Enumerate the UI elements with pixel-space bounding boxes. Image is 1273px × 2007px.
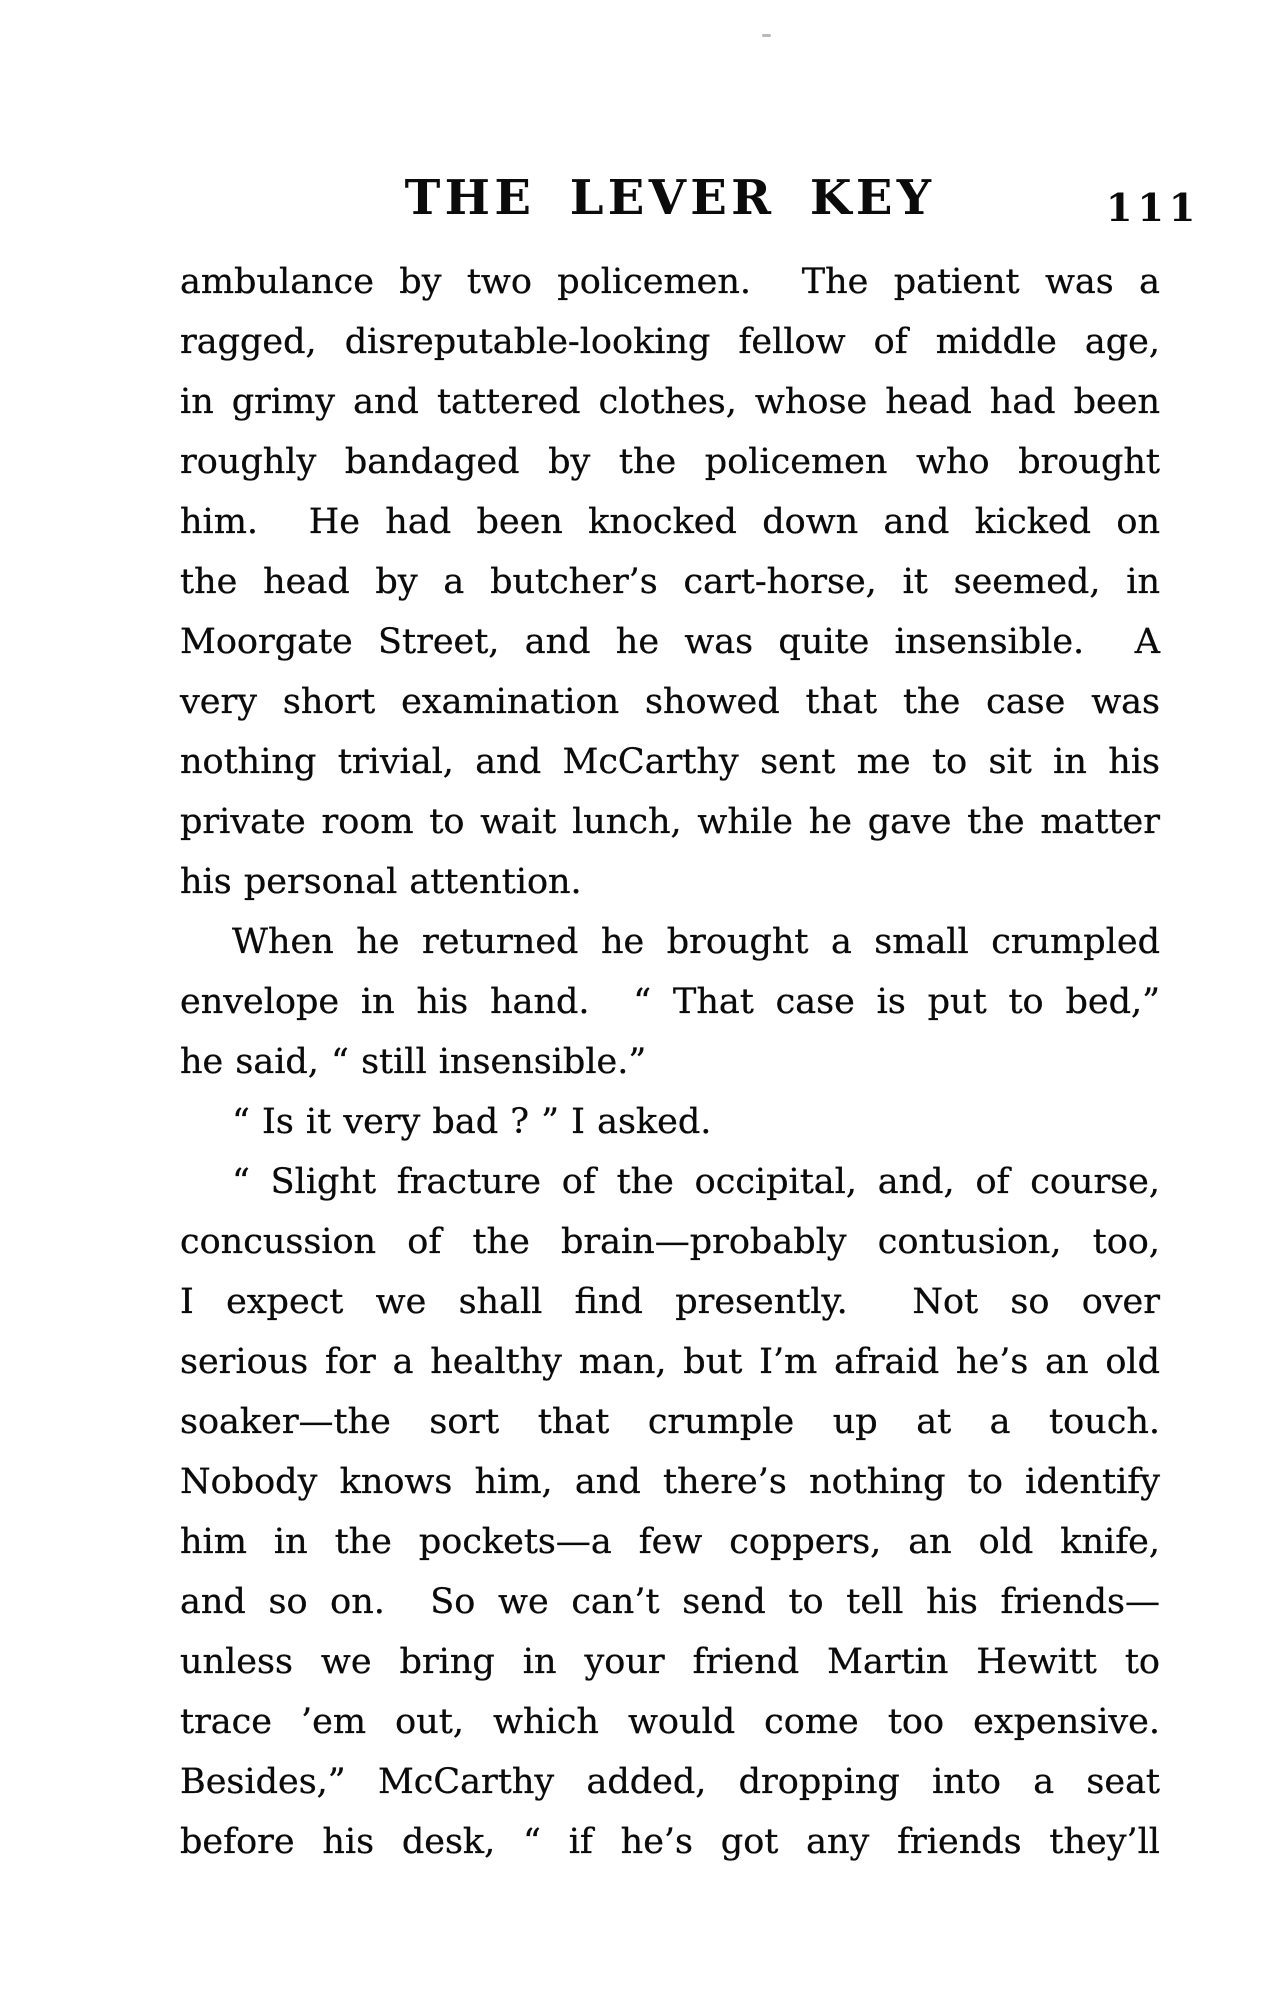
text-line: his personal attention. [180,862,582,902]
text-line: the head by a butcher’s cart-horse, it seemed, in [180,562,1160,602]
text-line: him. He had been knocked down and kicked on [180,502,1160,542]
text-line: I expect we shall find presently. Not so over [180,1282,1160,1322]
text-line: trace ’em out, which would come too expensive. [180,1702,1160,1742]
text-line: serious for a healthy man, but I’m afraid he’s an old [180,1342,1160,1382]
text-line: Nobody knows him, and there’s nothing to identify [180,1462,1160,1502]
paragraph [180,1092,1160,1152]
text-line: private room to wait lunch, while he gave the matter [180,802,1160,842]
text-line: before his desk, “ if he’s got any friends they’ll [180,1822,1160,1862]
text-line: and so on. So we can’t send to tell his friends— [180,1582,1160,1622]
text-line: unless we bring in your friend Martin Hewitt to [180,1642,1160,1682]
text-line: ambulance by two policemen. The patient was a [180,262,1160,302]
text-line: soaker—the sort that crumple up at a touch. [180,1402,1160,1442]
running-title: THE LEVER KEY [404,170,936,226]
text-line: nothing trivial, and McCarthy sent me to sit in his [180,742,1160,782]
text-line: Moorgate Street, and he was quite insensible. A [180,622,1160,662]
text-line: “ Is it very bad ? ” I asked. [232,1102,712,1142]
scan-artifact [762,34,771,37]
paragraph [180,252,1160,912]
text-line: When he returned he brought a small crumpled [232,922,1160,962]
paragraph [180,1152,1160,1872]
text-line: roughly bandaged by the policemen who brought [180,442,1160,482]
paragraph [180,912,1160,1092]
body-text [180,252,1160,1872]
text-line: concussion of the brain—probably contusion, too, [180,1222,1160,1262]
text-line: Besides,” McCarthy added, dropping into a seat [180,1762,1160,1802]
text-line: in grimy and tattered clothes, whose head had been [180,382,1160,422]
text-line: he said, “ still insensible.” [180,1042,647,1082]
text-line: “ Slight fracture of the occipital, and, of course, [232,1162,1160,1202]
text-line: him in the pockets—a few coppers, an old knife, [180,1522,1160,1562]
text-line: envelope in his hand. “ That case is put to bed,” [180,982,1160,1022]
text-line: ragged, disreputable-looking fellow of middle age, [180,322,1160,362]
page-number: 111 [1106,185,1201,230]
text-line: very short examination showed that the case was [180,682,1160,722]
